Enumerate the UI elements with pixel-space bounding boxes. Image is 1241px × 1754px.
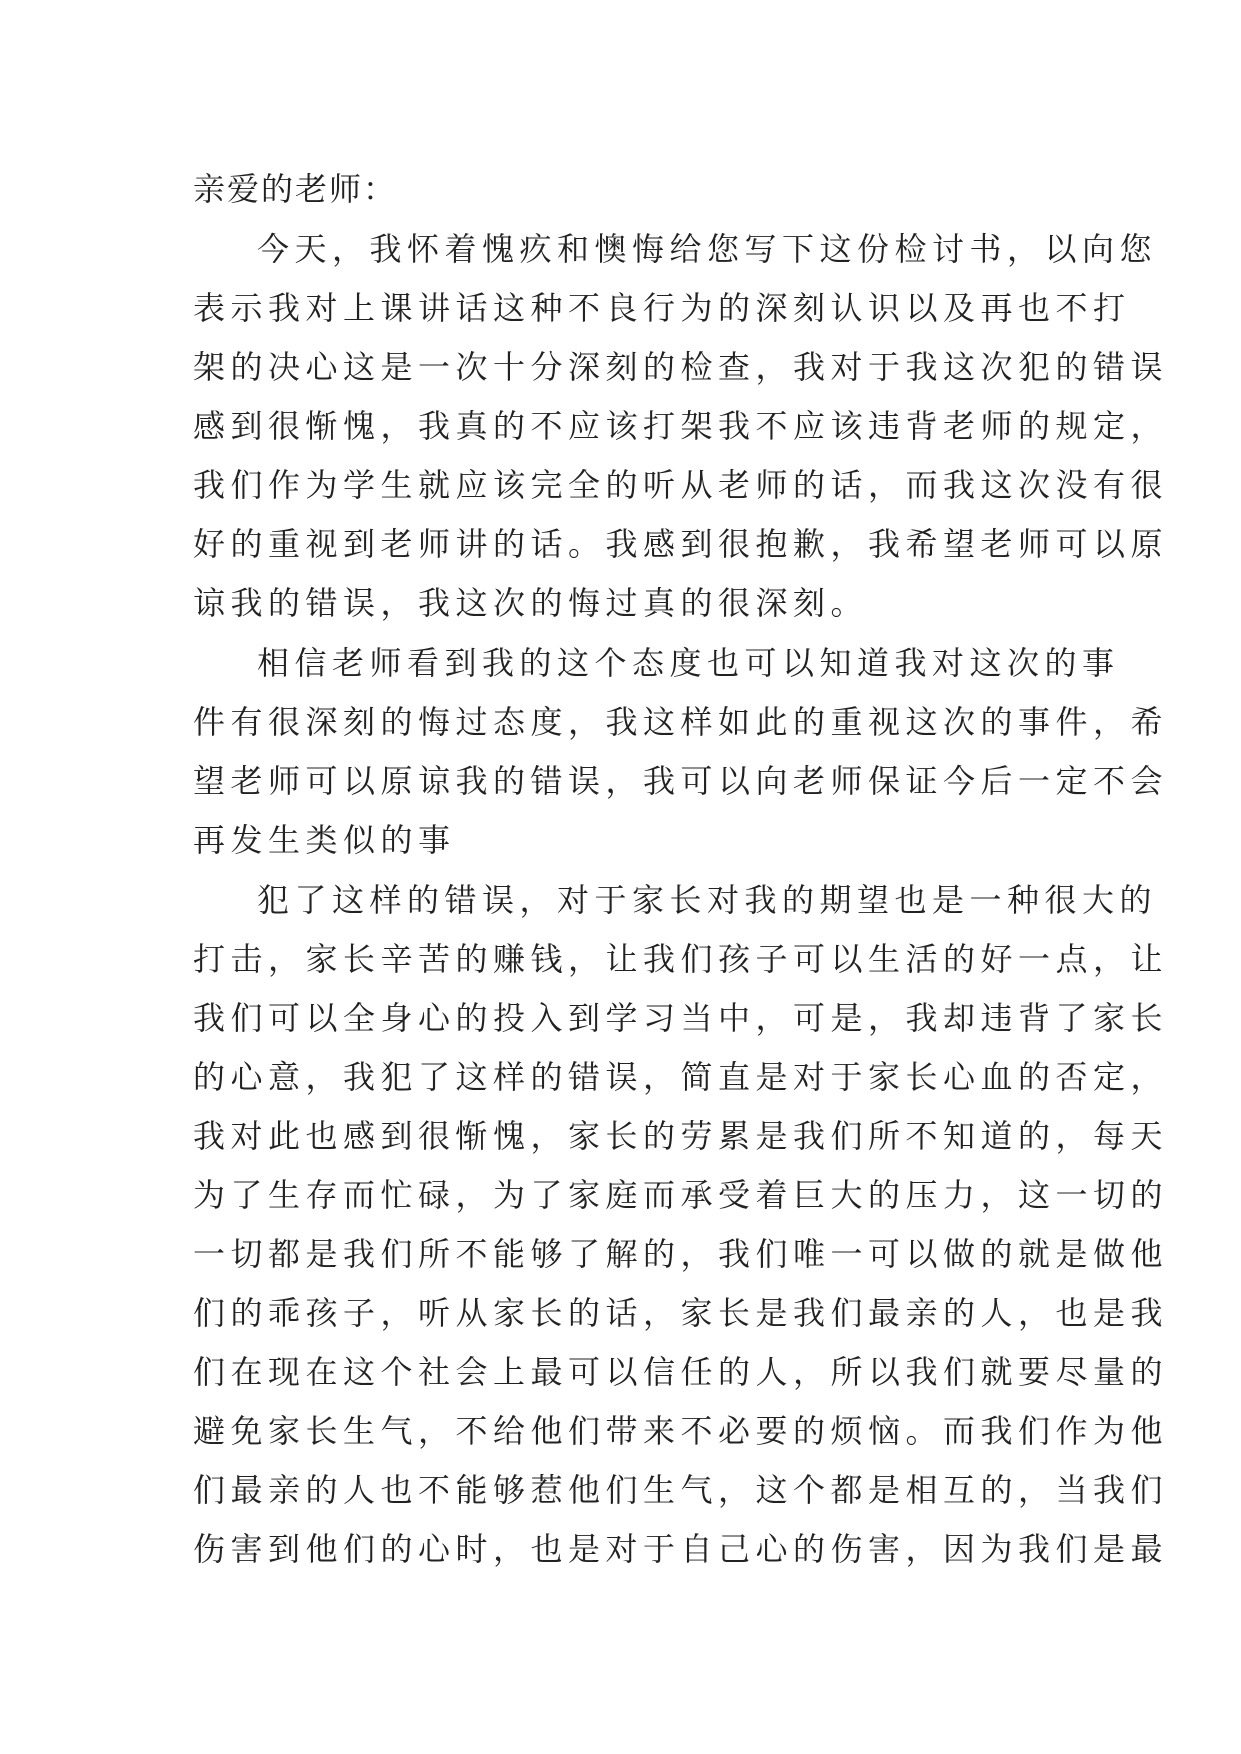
salutation: 亲爱的老师： [193, 170, 398, 208]
paragraph-line: 望老师可以原谅我的错误，我可以向老师保证今后一定不会 [193, 762, 1169, 800]
paragraph-line: 避免家长生气，不给他们带来不必要的烦恼。而我们作为他 [193, 1412, 1169, 1450]
paragraph-line: 打击，家长辛苦的赚钱，让我们孩子可以生活的好一点，让 [193, 940, 1169, 978]
paragraph-line: 谅我的错误，我这次的悔过真的很深刻。 [193, 584, 869, 622]
paragraph-1 [193, 220, 1169, 633]
paragraph-line: 们在现在这个社会上最可以信任的人，所以我们就要尽量的 [193, 1353, 1169, 1391]
paragraph-line: 们最亲的人也不能够惹他们生气，这个都是相互的，当我们 [193, 1471, 1169, 1509]
paragraph-line: 我对此也感到很惭愧，家长的劳累是我们所不知道的，每天 [193, 1117, 1169, 1155]
paragraph-line: 好的重视到老师讲的话。我感到很抱歉，我希望老师可以原 [193, 525, 1169, 563]
paragraph-line: 相信老师看到我的这个态度也可以知道我对这次的事 [257, 644, 1120, 682]
paragraph-3 [193, 871, 1169, 1579]
paragraph-line: 我们作为学生就应该完全的听从老师的话，而我这次没有很 [193, 466, 1169, 504]
paragraph-2 [193, 634, 1169, 870]
paragraph-line: 为了生存而忙碌，为了家庭而承受着巨大的压力，这一切的 [193, 1176, 1169, 1214]
paragraph-line: 我们可以全身心的投入到学习当中，可是，我却违背了家长 [193, 999, 1169, 1037]
paragraph-line: 一切都是我们所不能够了解的，我们唯一可以做的就是做他 [193, 1235, 1169, 1273]
paragraph-line: 件有很深刻的悔过态度，我这样如此的重视这次的事件，希 [193, 703, 1169, 741]
paragraph-line: 架的决心这是一次十分深刻的检查，我对于我这次犯的错误 [193, 348, 1169, 386]
paragraph-line: 犯了这样的错误，对于家长对我的期望也是一种很大的 [257, 881, 1158, 919]
paragraph-line: 再发生类似的事 [193, 821, 456, 859]
paragraph-line: 伤害到他们的心时，也是对于自己心的伤害，因为我们是最 [193, 1530, 1169, 1568]
document-page [193, 160, 1169, 1579]
paragraph-line: 表示我对上课讲话这种不良行为的深刻认识以及再也不打 [193, 289, 1131, 327]
paragraph-line: 们的乖孩子，听从家长的话，家长是我们最亲的人，也是我 [193, 1294, 1169, 1332]
paragraph-line: 的心意，我犯了这样的错误，简直是对于家长心血的否定， [193, 1058, 1169, 1096]
paragraph-line: 今天，我怀着愧疚和懊悔给您写下这份检讨书，以向您 [257, 230, 1158, 268]
paragraph-line: 感到很惭愧，我真的不应该打架我不应该违背老师的规定， [193, 407, 1169, 445]
